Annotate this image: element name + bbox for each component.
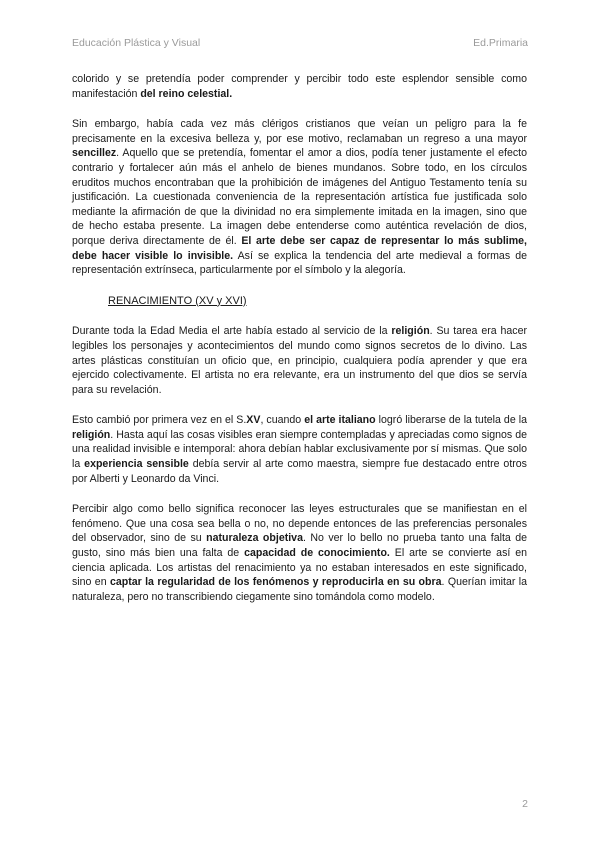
text-run: Esto cambió por primera vez en el S. [72,414,247,427]
paragraph-4 [72,413,527,486]
header-level: Ed.Primaria [473,37,528,49]
text-run: Sin embargo, había cada vez más clérigos cristianos que veían un peligro para la fe precisamente en la excesiva belleza y, por ese motivo, reclamaban un regreso a una mayor [72,118,527,145]
paragraph-1 [72,72,527,101]
bold-text: El arte debe ser capaz de representar lo más sublime, debe hacer visible lo invisible. [72,234,527,262]
bold-text: experiencia sensible [84,458,189,471]
text-run: logró liberarse de la tutela de la [375,414,527,427]
text-run: . Querían imitar la naturaleza, pero no transcribiendo ciegamente sino tomándola como modelo. [72,576,527,603]
paragraph-5 [72,502,527,604]
bold-text: religión [72,428,111,441]
text-run: , cuando [260,414,305,427]
bold-text: religión [391,325,430,338]
paragraph-2 [72,117,527,278]
section-heading: RENACIMIENTO (XV y XVI) [108,294,247,307]
bold-text: del reino celestial. [140,87,233,100]
text-run: Así se explica la tendencia del arte medieval a formas de representación extrínseca, particularmente por el símbolo y la alegoría. [72,249,527,277]
page-header [72,37,528,51]
text-run: El arte se convierte así en ciencia aplicada. Los artistas del renacimiento ya no estaban interesados en este significado, sino en [72,547,527,589]
bold-text: XV [246,414,261,427]
header-course-title: Educación Plástica y Visual [72,37,201,49]
bold-text: naturaleza objetiva [206,532,303,545]
text-run: Percibir algo como bello significa reconocer las leyes estructurales que se manifiestan en el fenómeno. Que una cosa sea bella o no, no depende entonces de las preferencias personales del observador, sino de su [72,503,527,545]
document-body [72,72,527,620]
bold-text: captar la regularidad de los fenómenos y reproducirla en su obra [109,576,442,589]
text-run: debía servir al arte como maestra, siempre fue destacado entre otros por Alberti y Leonardo da Vinci. [72,458,527,485]
text-run: . Hasta aquí las cosas visibles eran siempre contempladas y apreciadas como signos de una realidad invisible e intemporal: ahora debían hablar exclusivamente por sí mismas. Que solo la [72,428,527,471]
text-run: . Su tarea era hacer legibles los personajes y acontecimientos del mundo como signos secretos de lo divino. Las artes plásticas constituían un oficio que, en principio, cualquiera podía aprender y que era ejercido colectivamente. El artista no era relevante, era un instrumento del que dios se servía para su revelación. [72,325,527,396]
page-number: 2 [522,798,528,810]
text-run: colorido y se pretendía poder comprender y percibir todo este esplendor sensible como manifestación [72,73,527,100]
bold-text: sencillez [72,147,117,160]
bold-text: capacidad de conocimiento. [244,547,390,560]
text-run: . No ver lo bello no prueba tanto una falta de gusto, sino más bien una falta de [72,532,527,560]
paragraph-3 [72,324,527,397]
text-run: . Aquello que se pretendía, fomentar el amor a dios, podía tener justamente el efecto contrario y fortalecer aún más el anhelo de bienes mundanos. Sobre todo, en los círculos eruditos muchos encontraban que la prohibición de imágenes del Antiguo Testamento tenía su justificación. La cuestionada conveniencia de la representación artística fue justificada solo mediante la afirmación de que la divinidad no era simplemente imitada en la imagen, sino que de hecho estaba presente. La imagen debe entenderse como auténtica revelación de dios, porque deriva directamente de él. [72,147,527,247]
text-run: Durante toda la Edad Media el arte había estado al servicio de la [72,325,392,338]
bold-text: el arte italiano [304,414,376,427]
